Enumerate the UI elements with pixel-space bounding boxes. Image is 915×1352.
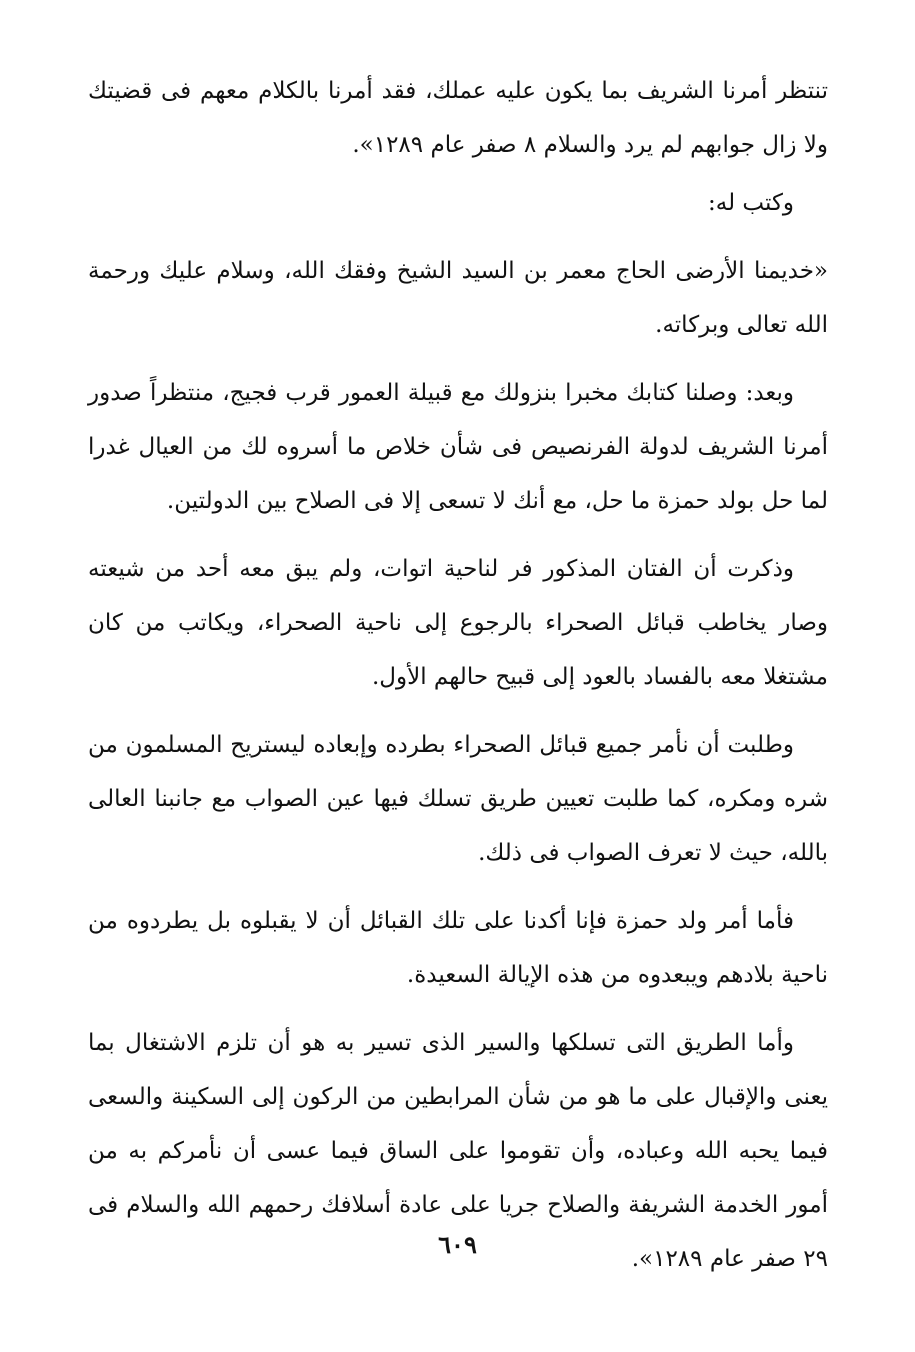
paragraph-fattan: وذكرت أن الفتان المذكور فر لناحية اتوات، ولم يبق معه أحد من شيعته وصار يخاطب قبائل الصحراء بالرجوع إلى ناحية الصحراء، ويكاتب من كان مشتغلا معه بالفساد بالعود إلى قبيح حالهم الأول. [88, 556, 828, 690]
page-number: ٦٠٩ [438, 1230, 477, 1259]
paragraph-request-expulsion: وطلبت أن نأمر جميع قبائل الصحراء بطرده وإبعاده ليستريح المسلمون من شره ومكره، كما طلبت تعيين طريق تسلك فيها عين الصواب مع جانبنا العالى بالله، حيث لا تعرف الصواب فى ذلك. [88, 732, 828, 866]
paragraph-the-path: وأما الطريق التى تسلكها والسير الذى تسير به هو أن تلزم الاشتغال بما يعنى والإقبال على ما هو من شأن المرابطين من الركون إلى السكينة والسعى فيما يحبه الله وعباده، وأن تقوموا على الساق فيما عسى أن نأمركم به من أمور الخدمة الشريفة والصلاح جريا على عادة أسلافك رحمهم الله والسلام فى ٢٩ صفر عام ١٢٨٩». [88, 1030, 828, 1272]
paragraph-letter-salutation: «خديمنا الأرضى الحاج معمر بن السيد الشيخ وفقك الله، وسلام عليك ورحمة الله تعالى وبركاته. [88, 258, 828, 338]
paragraph-wa-baad: وبعد: وصلنا كتابك مخبرا بنزولك مع قبيلة العمور قرب فجيج، منتظراً صدور أمرنا الشريف لدولة الفرنصيص فى شأن خلاص ما أسروه لك من العيال غدرا لما حل بولد حمزة ما حل، مع أنك لا تسعى إلا فى الصلاح بين الدولتين. [88, 380, 828, 514]
document-page [88, 64, 828, 1286]
paragraph-wa-kutiba-lahu: وكتب له: [708, 190, 794, 216]
paragraph-wald-hamza: فأما أمر ولد حمزة فإنا أكدنا على تلك القبائل أن لا يقبلوه بل يطردوه من ناحية بلادهم ويبعدوه من هذه الإيالة السعيدة. [88, 908, 828, 988]
paragraph-continuation: تنتظر أمرنا الشريف بما يكون عليه عملك، فقد أمرنا بالكلام معهم فى قضيتك ولا زال جوابهم لم يرد والسلام ٨ صفر عام ١٢٨٩». [88, 78, 828, 158]
